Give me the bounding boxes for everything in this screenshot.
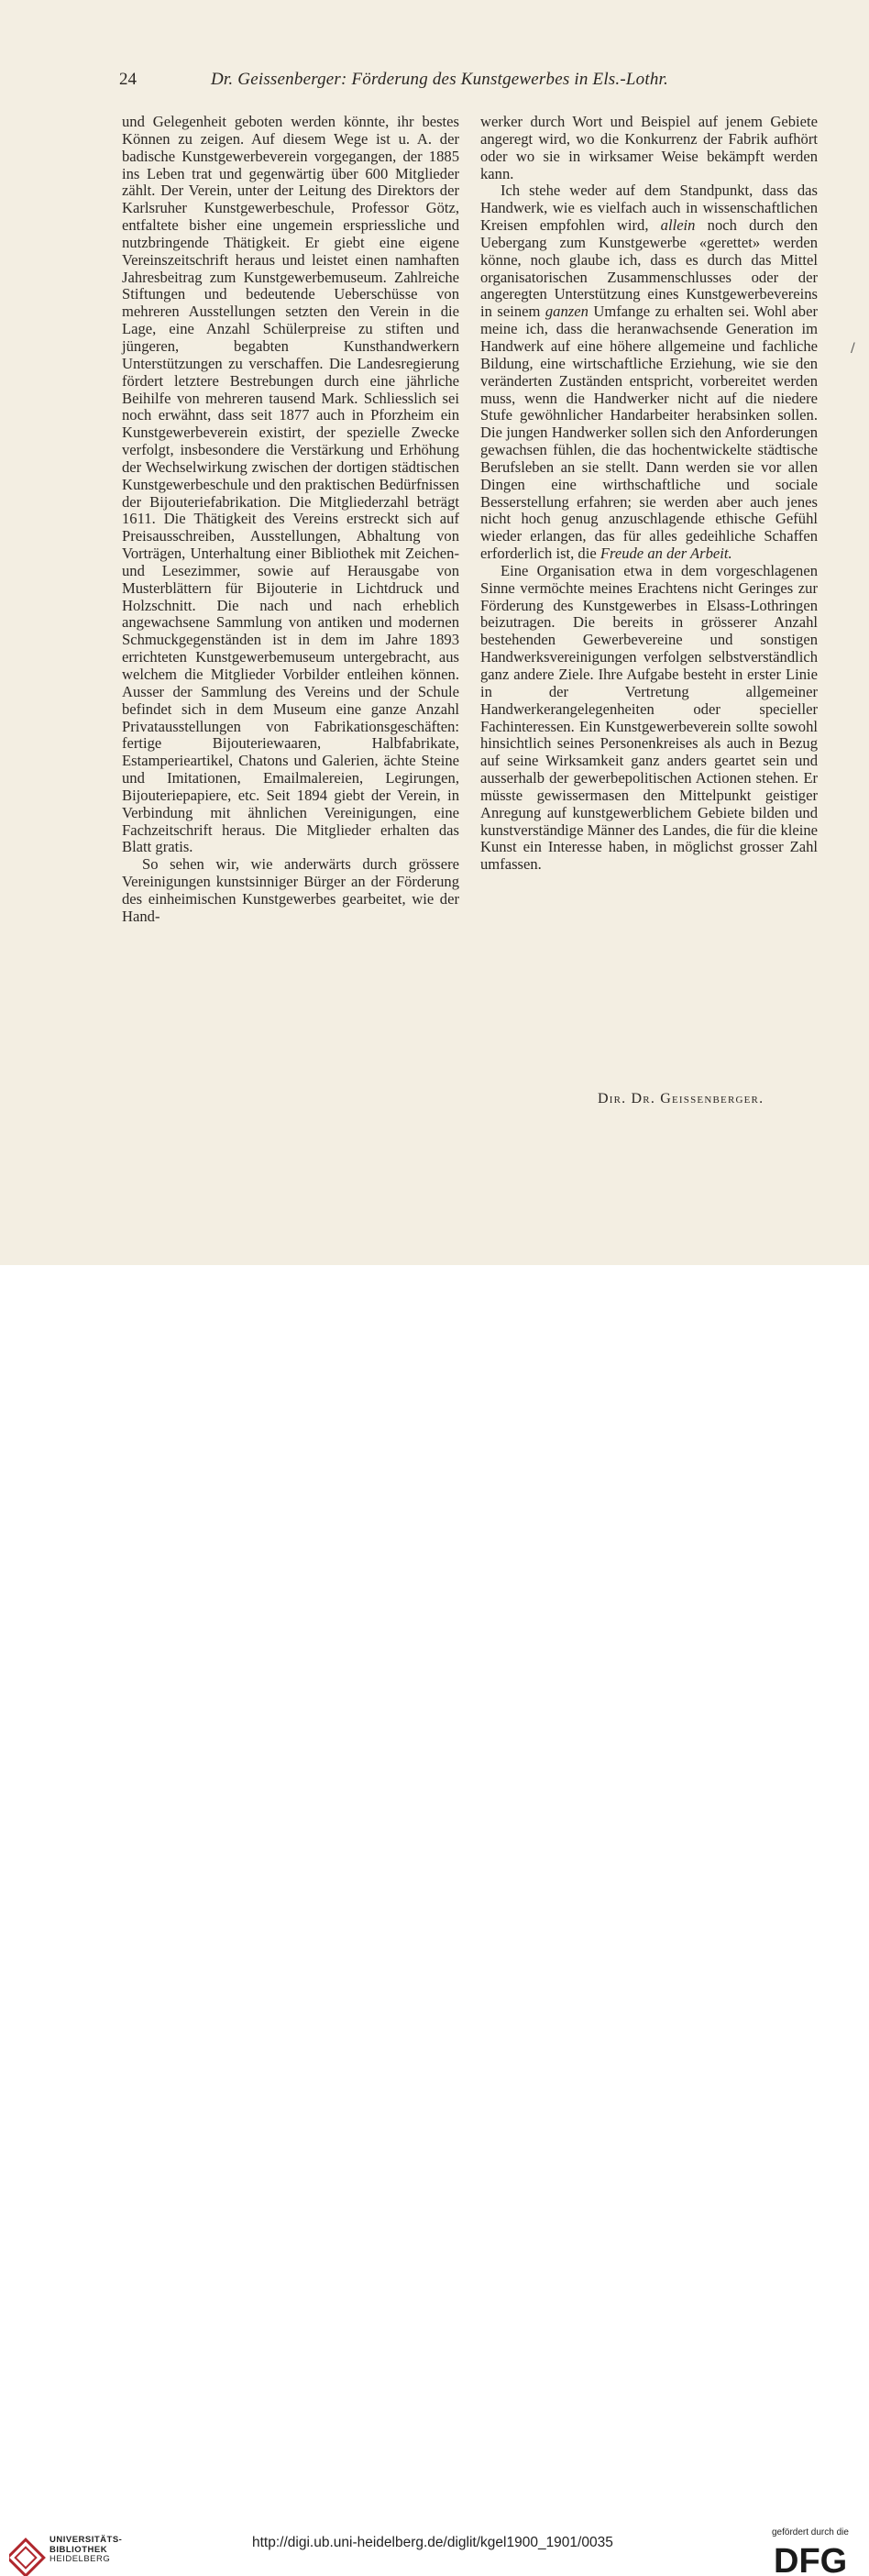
funder-caption: gefördert durch die xyxy=(772,2527,849,2537)
source-url-link[interactable]: http://digi.ub.uni-heidelberg.de/diglit/kgel1900_1901/0035 xyxy=(252,2535,613,2550)
running-header xyxy=(119,70,816,97)
italic-emphasis: allein xyxy=(660,216,696,235)
running-title: Dr. Geissenberger: Förderung des Kunstgewerbes in Els.-Lothr. xyxy=(211,70,668,89)
italic-emphasis: ganzen xyxy=(544,303,588,321)
dfg-logo-icon xyxy=(772,2541,860,2576)
library-line: BIBLIOTHEK xyxy=(50,2544,108,2555)
left-paragraph-2: So sehen wir, wie anderwärts durch grössere Vereinigungen kunstsinniger Bürger an der Förderung des einheimischen Kunstgewerbes gearbeitet, wie der Hand- xyxy=(122,855,459,925)
left-paragraph-1: und Gelegenheit geboten werden könnte, ihr bestes Können zu zeigen. Auf diesem Wege ist u. A. der badische Kunstgewerbeverein vorgegangen, der 1885 ins Leben trat und gegenwärtig über 600 Mitglieder zählt. Der Verein, unter der Leitung des Direktors der Karlsruher Kunstgewerbeschule, Professor Götz, entfaltete bisher eine ungemein erspriessliche und nutzbringende Thätigkeit. Er giebt eine eigene Vereinszeitschrift heraus und leistet einen namhaften Jahresbeitrag zum Kunstgewerbemuseum. Zahlreiche Stiftungen und bedeutende Ueberschüsse von mehreren Ausstellungen setzten den Verein in die Lage, eine Anzahl Schülerpreise zu stiften und jüngeren, begabten Kunsthandwerkern Unterstützungen zu verschaffen. Die Landesregierung fördert letztere Bestrebungen durch eine jährliche Beihilfe von mehreren tausend Mark. Schliesslich sei noch erwähnt, dass seit 1877 auch in Pforzheim ein Kunstgewerbeverein existirt, der spezielle Zwecke verfolgt, insbesondere die Verstärkung und Erhöhung der Wechselwirkung zwischen der dortigen städtischen Kunstgewerbeschule und den praktischen Bedürfnissen der Bijouteriefabrikation. Die Mitgliederzahl beträgt 1611. Die Thätigkeit des Vereins erstreckt sich auf Preisausschreiben, Ausstellungen, Abhaltung von Vorträgen, Unterhaltung einer Bibliothek mit Zeichen- und Lesezimmer, sowie auf Herausgabe von Musterblättern für Bijouterie in Lichtdruck und Holzschnitt. Die nach und nach erheblich angewachsene Sammlung von antiken und modernen Schmuckgegenständen ist in dem im Jahre 1893 errichteten Kunstgewerbemuseum untergebracht, aus welchem die Mitglieder Vorbilder entleihen können. Ausser der Sammlung des Vereins und der Schule befindet sich in dem Museum eine ganze Anzahl Privatausstellungen von Fabrikationsgeschäften: fertige Bijouteriewaaren, Halbfabrikate, Estamperieartikel, Chatons und Galerien, ächte Steine und Imitationen, Emailmalereien, Legirungen, Bijouteriepapiere, etc. Seit 1894 giebt der Verein, in Verbindung mit ähnlichen Vereinigungen, eine Fachzeitschrift heraus. Die Mitglieder erhalten das Blatt gratis. xyxy=(122,113,459,856)
footer-bar xyxy=(0,1265,869,2576)
text-run: noch durch den Uebergang zum Kunstgewerbe «gerettet» werden könne, noch glaube ich, dass es durch das Mittel organisatorischen Zusammenschlusses oder der angeregten Unterstützung eines Kunstgewerbevereins in seinem xyxy=(480,216,819,321)
right-paragraph-3: Eine Organisation etwa in dem vorgeschlagenen Sinne vermöchte meines Erachtens nicht Geringes zur Förderung des Kunstgewerbes in Elsass-Lothringen beizutragen. Die bereits in grösserer Anzahl bestehenden Gewerbevereine und sonstigen Handwerksvereinigungen verfolgen selbstverständlich ganz andere Ziele. Ihre Aufgabe besteht in erster Linie in der Vertretung allgemeiner Handwerkerangelegenheiten oder specieller Fachinteressen. Ein Kunstgewerbeverein sollte sowohl hinsichtlich seines Personenkreises als auch in Bezug auf seine Wirksamkeit ganz anders geartet sein und ausserhalb der gewerbepolitischen Actionen stehen. Er müsste gewissermasen den Mittelpunkt geistiger Anregung auf kunstgewerblichem Gebiete bilden und kunstverständige Männer des Landes, die für die kleine Kunst ein Interesse haben, in möglichst grosser Zahl umfassen. xyxy=(480,561,818,874)
scanned-page xyxy=(0,0,869,1265)
right-paragraph-2 xyxy=(480,182,818,563)
page-number: 24 xyxy=(119,70,137,89)
library-name xyxy=(50,2536,122,2565)
right-column xyxy=(480,114,818,874)
library-line: HEIDELBERG xyxy=(50,2554,111,2564)
italic-emphasis: Freude an der Arbeit. xyxy=(600,545,732,563)
author-signature: Dir. Dr. Geissenberger. xyxy=(598,1091,764,1106)
text-run: Umfange zu erhalten sei. Wohl aber meine ich, dass die heranwachsende Generation im Handwerk auf eine höhere allgemeine und fachliche Bildung, eine wirtschaftliche Erziehung, wie sie den veränderten Zuständen entspricht, vorbereitet werden muss, wenn die Handwerker nicht auf die niedere Stufe gewöhnlicher Handarbeiter herabsinken sollen. Die jungen Handwerker sollen sich den Anforderungen gewachsen fühlen, die das hochentwickelte städtische Berufsleben an sie stellt. Dann werden sie vor allen Dingen eine wirthschaftliche und sociale Besserstellung erfahren; sie werden aber auch jenes nicht hoch genug anzuschlagende ethische Gefühl wieder erlangen, das für alles gedeihliche Schaffen erforderlich ist, die xyxy=(480,303,818,563)
text-run: Ich stehe weder auf dem Standpunkt, dass das Handwerk, wie es vielfach auch in wissenschaftlichen Kreisen empfohlen wird, xyxy=(480,182,818,235)
margin-mark: / xyxy=(851,341,855,356)
left-column xyxy=(122,114,459,926)
dfg-logo-text: DFG xyxy=(774,2542,848,2576)
library-line: UNIVERSITÄTS- xyxy=(50,2535,123,2545)
university-library-logo-icon xyxy=(9,2528,46,2576)
right-paragraph-1: werker durch Wort und Beispiel auf jenem Gebiete angeregt wird, wo die Konkurrenz der Fabrik aufhört oder wo sie in wirksamer Weise bekämpft werden kann. xyxy=(480,113,818,182)
